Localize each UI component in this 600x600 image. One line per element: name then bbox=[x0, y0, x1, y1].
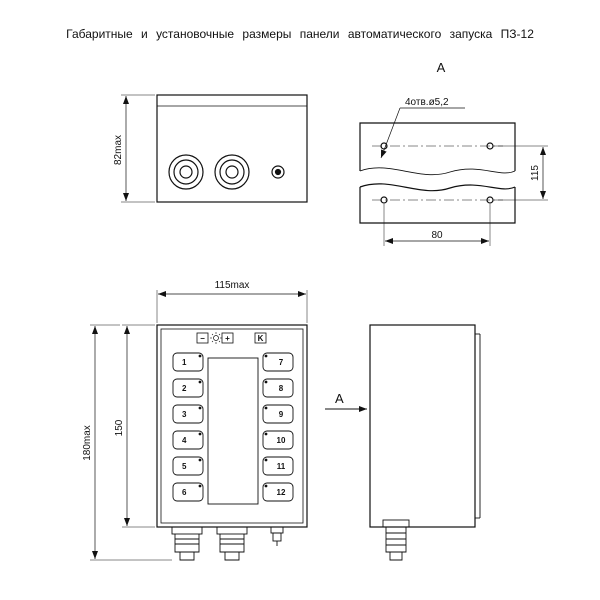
front-view-total-dimension: 180max bbox=[82, 425, 93, 461]
front-view-inner-dimension: 150 bbox=[114, 419, 125, 437]
brightness-rays bbox=[210, 332, 222, 344]
svg-text:11: 11 bbox=[276, 462, 286, 471]
keypad-button-8 bbox=[263, 379, 293, 397]
keypad-button-2 bbox=[173, 379, 203, 397]
keypad-right bbox=[263, 353, 293, 501]
view-a-label: А bbox=[436, 60, 446, 75]
svg-text:2: 2 bbox=[182, 384, 187, 393]
brightness-icon bbox=[214, 336, 219, 341]
side-view-body bbox=[370, 325, 475, 527]
front-view-width-dimension: 115max bbox=[214, 280, 250, 291]
keypad-button-3 bbox=[173, 405, 203, 423]
keypad-button-4 bbox=[173, 431, 203, 449]
connector-icon bbox=[272, 166, 284, 178]
keypad-button-1 bbox=[173, 353, 203, 371]
top-view-height-dimension: 82max bbox=[113, 134, 124, 166]
bottom-cable-gland-icon bbox=[172, 527, 202, 560]
keypad-button-10 bbox=[263, 431, 293, 449]
top-view-body bbox=[157, 95, 307, 202]
top-view bbox=[121, 95, 307, 202]
bottom-cable-gland-icon bbox=[217, 527, 247, 560]
drawing-title: Габаритные и установочные размеры панели автоматического запуска ПЗ-12 bbox=[66, 27, 534, 41]
display-window bbox=[208, 358, 258, 504]
view-a bbox=[360, 108, 548, 246]
keypad-button-7 bbox=[263, 353, 293, 371]
holes-callout: 4отв.ø5,2 bbox=[405, 97, 449, 108]
svg-text:9: 9 bbox=[278, 410, 284, 419]
svg-text:12: 12 bbox=[276, 488, 286, 497]
side-view bbox=[325, 325, 480, 560]
svg-text:10: 10 bbox=[276, 436, 286, 445]
view-a-width-dimension: 80 bbox=[431, 230, 443, 241]
svg-text:5: 5 bbox=[182, 462, 187, 471]
svg-text:7: 7 bbox=[278, 358, 284, 367]
keypad-button-12 bbox=[263, 483, 293, 501]
svg-text:8: 8 bbox=[278, 384, 284, 393]
plus-label: + bbox=[225, 334, 230, 343]
svg-text:1: 1 bbox=[182, 358, 187, 367]
svg-text:3: 3 bbox=[182, 410, 187, 419]
keypad-button-11 bbox=[263, 457, 293, 475]
keypad-left bbox=[173, 353, 203, 501]
side-view-arrow-label: A bbox=[335, 391, 344, 406]
cable-gland-icon bbox=[169, 155, 203, 189]
keypad-button-5 bbox=[173, 457, 203, 475]
view-a-height-dimension: 115 bbox=[530, 165, 541, 181]
side-cable-gland-icon bbox=[383, 520, 409, 560]
svg-text:6: 6 bbox=[182, 488, 187, 497]
minus-label: − bbox=[200, 334, 205, 343]
cable-gland-icon bbox=[215, 155, 249, 189]
svg-text:4: 4 bbox=[182, 436, 187, 445]
bottom-connector-icon bbox=[271, 527, 283, 546]
keypad-button-9 bbox=[263, 405, 293, 423]
k-label: K bbox=[257, 334, 264, 343]
keypad-button-6 bbox=[173, 483, 203, 501]
